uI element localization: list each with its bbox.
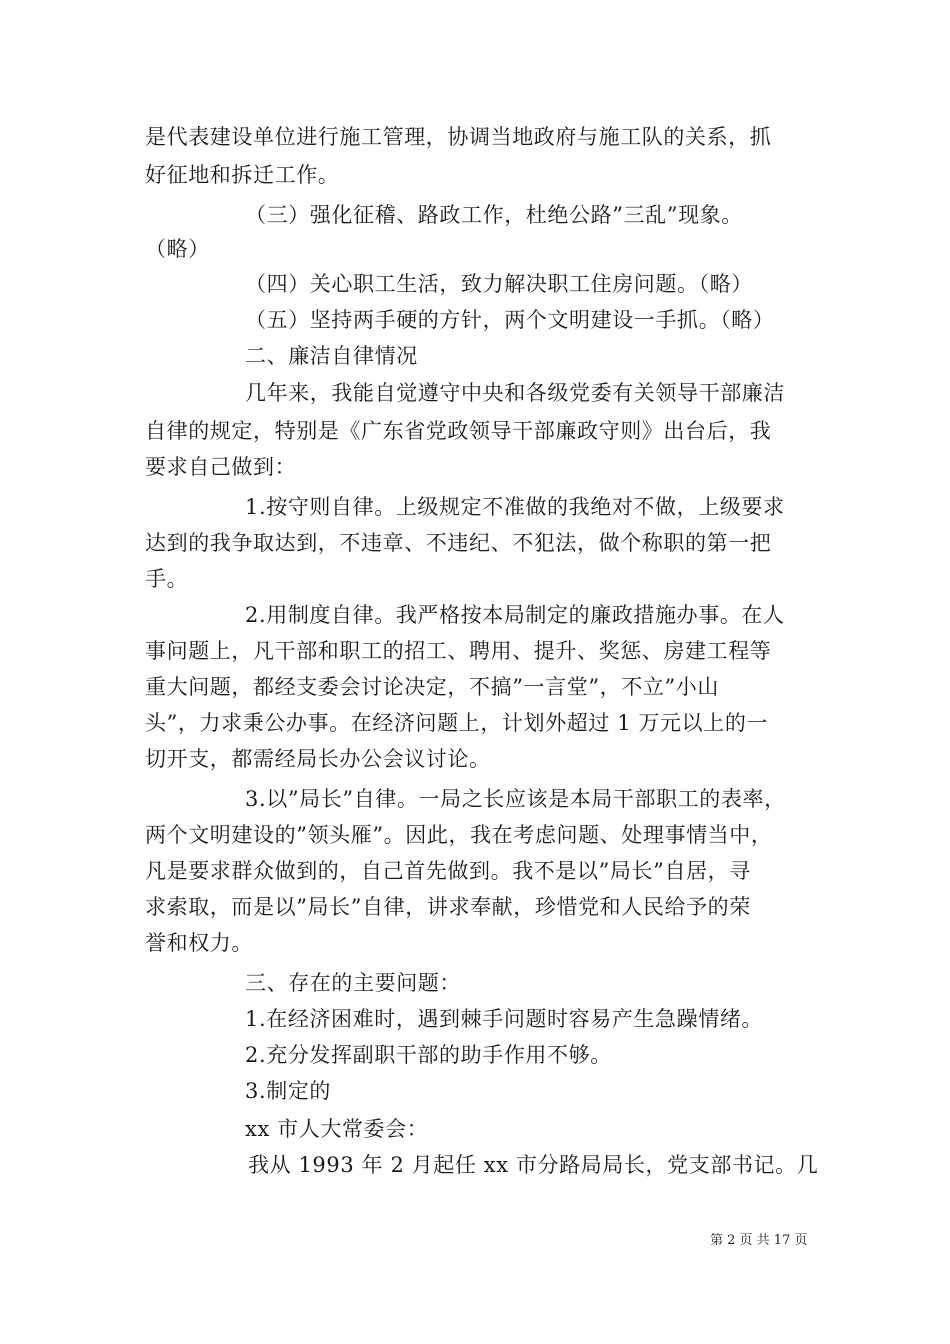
text-line: 两个文明建设的”领头雁”。因此，我在考虑问题、处理事情当中， — [145, 823, 773, 847]
text-line: 2.充分发挥副职干部的助手作用不够。 — [245, 1043, 612, 1067]
text-line: 重大问题，都经支委会讨论决定，不搞”一言堂”，不立”小山 — [145, 675, 720, 699]
text-line: 是代表建设单位进行施工管理，协调当地政府与施工队的关系，抓 — [145, 125, 772, 149]
page-number-footer: 第 2 页 共 17 页 — [710, 1233, 808, 1248]
text-line: 事问题上，凡干部和职工的招工、聘用、提升、奖惩、房建工程等 — [145, 639, 772, 663]
text-line: 求索取，而是以”局长”自律，讲求奉献，珍惜党和人民给予的荣 — [145, 895, 751, 919]
text-line: xx 市人大常委会： — [245, 1117, 429, 1141]
text-line: （四）关心职工生活，致力解决职工住房问题。（略） — [245, 272, 753, 296]
text-line: 凡是要求群众做到的，自己首先做到。我不是以”局长”自居，寻 — [145, 859, 751, 883]
text-line: 3.以”局长”自律。一局之长应该是本局干部职工的表率， — [245, 787, 786, 811]
section-heading: 二、廉洁自律情况 — [245, 344, 418, 368]
text-line: 达到的我争取达到，不违章、不违纪、不犯法，做个称职的第一把 — [145, 531, 772, 555]
text-line: 手。 — [145, 567, 189, 591]
text-line: 1.按守则自律。上级规定不准做的我绝对不做，上级要求 — [245, 495, 785, 519]
text-line: 要求自己做到： — [145, 455, 297, 479]
text-line: 自律的规定，特别是《广东省党政领导干部廉政守则》出台后，我 — [145, 419, 772, 443]
text-line: 几年来，我能自觉遵守中央和各级党委有关领导干部廉洁 — [245, 381, 785, 405]
text-line: 1.在经济困难时，遇到棘手问题时容易产生急躁情绪。 — [245, 1007, 764, 1031]
text-line: 我从 1993 年 2 月起任 xx 市分路局局长，党支部书记。几 — [248, 1153, 819, 1177]
text-line: 誉和权力。 — [145, 931, 253, 955]
section-heading: 三、存在的主要问题： — [245, 971, 461, 995]
text-line: 切开支，都需经局长办公会议讨论。 — [145, 747, 491, 771]
text-line: 3.制定的 — [245, 1079, 332, 1103]
text-line: （三）强化征稽、路政工作，杜绝公路”三乱”现象。 — [245, 203, 743, 227]
text-line: 2.用制度自律。我严格按本局制定的廉政措施办事。在人 — [245, 603, 785, 627]
text-line: （略） — [145, 237, 210, 261]
text-line: 好征地和拆迁工作。 — [145, 163, 340, 187]
text-line: 头”，力求秉公办事。在经济问题上，计划外超过 1 万元以上的一 — [145, 711, 769, 735]
text-line: （五）坚持两手硬的方针，两个文明建设一手抓。（略） — [245, 308, 775, 332]
